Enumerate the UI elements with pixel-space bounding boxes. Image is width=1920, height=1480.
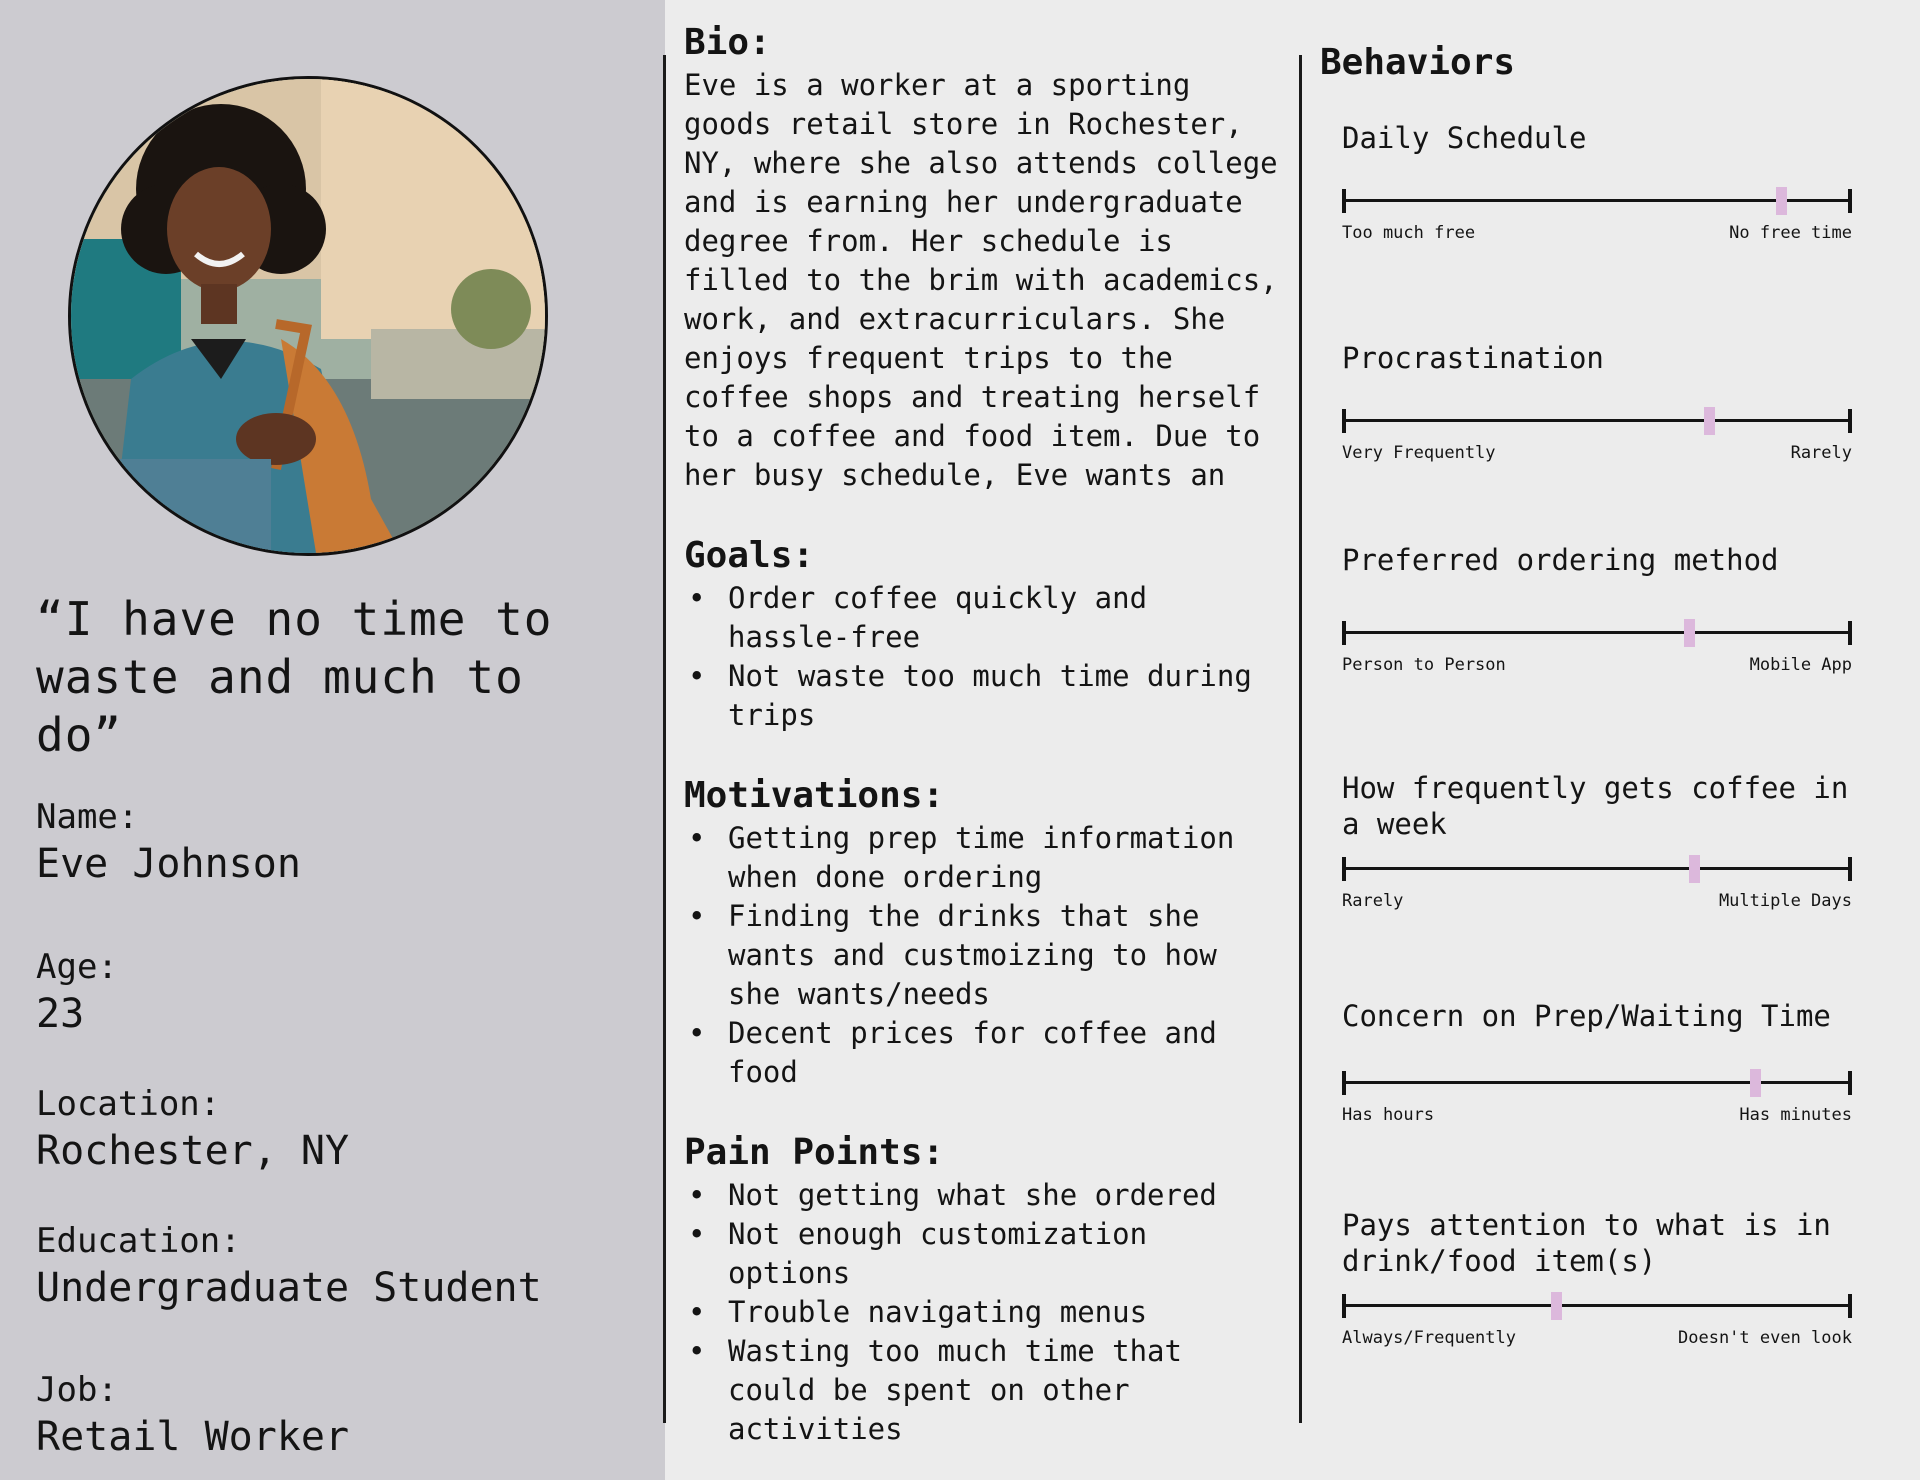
behavior-scale-marker bbox=[1750, 1069, 1761, 1097]
bio-section bbox=[684, 20, 1284, 495]
behavior-scale-right-label: Has minutes bbox=[1739, 1105, 1852, 1125]
behavior-scale-title: Procrastination bbox=[1342, 341, 1604, 375]
behavior-scale-left-label: Very Frequently bbox=[1342, 443, 1496, 463]
bullet-icon: • bbox=[688, 1217, 706, 1251]
list-item bbox=[684, 1293, 1284, 1332]
behavior-scale-marker bbox=[1684, 619, 1695, 647]
behavior-scale-marker bbox=[1776, 187, 1787, 215]
job-field bbox=[36, 1368, 636, 1462]
job-value: Retail Worker bbox=[36, 1414, 350, 1460]
behavior-scale-track bbox=[1342, 618, 1852, 648]
name-value: Eve Johnson bbox=[36, 841, 301, 887]
motivations-list bbox=[684, 819, 1284, 1092]
location-field bbox=[36, 1082, 636, 1176]
motivation-text: Decent prices for coffee and food bbox=[728, 1016, 1217, 1089]
column-divider bbox=[663, 55, 666, 1423]
persona-quote: “I have no time to waste and much to do” bbox=[36, 592, 553, 762]
behavior-scale bbox=[1342, 1207, 1852, 1349]
bullet-icon: • bbox=[688, 659, 706, 693]
motivation-text: Getting prep time information when done ordering bbox=[728, 821, 1235, 894]
behavior-scale-title: Preferred ordering method bbox=[1342, 543, 1779, 577]
motivations-section bbox=[684, 773, 1284, 1092]
goals-section bbox=[684, 533, 1284, 735]
bio-text: Eve is a worker at a sporting goods retail store in Rochester, NY, where she also attends college and is earning her undergraduate degree from. Her schedule is filled to the brim with academics, work, and extracurriculars. She enjoys frequent trips to the coffee shops and treating herself to a coffee and food item. Due to her busy schedule, Eve wants an bbox=[684, 68, 1278, 492]
list-item bbox=[684, 1014, 1284, 1092]
list-item bbox=[684, 1332, 1284, 1449]
bullet-icon: • bbox=[688, 1016, 706, 1050]
name-label: Name: bbox=[36, 797, 139, 837]
behavior-scale-track bbox=[1342, 186, 1852, 216]
location-label: Location: bbox=[36, 1084, 221, 1124]
pain-points-title: Pain Points: bbox=[684, 1132, 945, 1173]
bullet-icon: • bbox=[688, 581, 706, 615]
age-field bbox=[36, 945, 636, 1039]
job-label: Job: bbox=[36, 1370, 118, 1410]
bullet-icon: • bbox=[688, 899, 706, 933]
pain-point-text: Wasting too much time that could be spent on other activities bbox=[728, 1334, 1182, 1446]
behavior-scale-left-label: Too much free bbox=[1342, 223, 1476, 243]
motivation-text: Finding the drinks that she wants and custmoizing to how she wants/needs bbox=[728, 899, 1217, 1011]
goals-title: Goals: bbox=[684, 535, 815, 576]
list-item bbox=[684, 1176, 1284, 1215]
persona-panel bbox=[0, 0, 665, 1480]
list-item bbox=[684, 657, 1284, 735]
pain-point-text: Trouble navigating menus bbox=[728, 1295, 1148, 1329]
age-label: Age: bbox=[36, 947, 118, 987]
list-item bbox=[684, 579, 1284, 657]
age-value: 23 bbox=[36, 991, 85, 1037]
behavior-scale bbox=[1342, 340, 1852, 464]
behavior-scale-right-label: Multiple Days bbox=[1718, 891, 1852, 911]
column-divider bbox=[1299, 55, 1302, 1423]
education-label: Education: bbox=[36, 1221, 241, 1261]
behavior-scale-track bbox=[1342, 1291, 1852, 1321]
bullet-icon: • bbox=[688, 1295, 706, 1329]
goal-text: Not waste too much time during trips bbox=[728, 659, 1252, 732]
pain-point-text: Not enough customization options bbox=[728, 1217, 1148, 1290]
behavior-scale bbox=[1342, 770, 1852, 912]
bullet-icon: • bbox=[688, 1334, 706, 1368]
behavior-scale-track bbox=[1342, 406, 1852, 436]
behavior-scale-right-label: No free time bbox=[1729, 223, 1852, 243]
behavior-scale-marker bbox=[1551, 1292, 1562, 1320]
details-column bbox=[684, 20, 1284, 1449]
motivations-title: Motivations: bbox=[684, 775, 945, 816]
behavior-scale-right-label: Rarely bbox=[1790, 443, 1852, 463]
location-value: Rochester, NY bbox=[36, 1128, 350, 1174]
behavior-scale bbox=[1342, 542, 1852, 676]
behavior-scale-track bbox=[1342, 854, 1852, 884]
behavior-scale-title: How frequently gets coffee in a week bbox=[1342, 771, 1849, 841]
behaviors-column bbox=[1320, 40, 1900, 1348]
behavior-scale-left-label: Always/Frequently bbox=[1342, 1328, 1516, 1348]
list-item bbox=[684, 819, 1284, 897]
behavior-scale-track bbox=[1342, 1068, 1852, 1098]
pain-point-text: Not getting what she ordered bbox=[728, 1178, 1217, 1212]
behavior-scale-title: Concern on Prep/Waiting Time bbox=[1342, 999, 1831, 1033]
goal-text: Order coffee quickly and hassle-free bbox=[728, 581, 1148, 654]
education-field bbox=[36, 1219, 636, 1313]
behavior-scale bbox=[1342, 120, 1852, 244]
goals-list bbox=[684, 579, 1284, 735]
behavior-scale-left-label: Has hours bbox=[1342, 1105, 1435, 1125]
list-item bbox=[684, 897, 1284, 1014]
bullet-icon: • bbox=[688, 1178, 706, 1212]
behavior-scale-title: Pays attention to what is in drink/food item(s) bbox=[1342, 1208, 1831, 1278]
behavior-scale-right-label: Doesn't even look bbox=[1678, 1328, 1852, 1348]
behavior-scale bbox=[1342, 998, 1852, 1126]
pain-points-section bbox=[684, 1130, 1284, 1449]
bio-title: Bio: bbox=[684, 22, 771, 63]
woman-portrait-icon bbox=[71, 79, 545, 553]
education-value: Undergraduate Student bbox=[36, 1265, 542, 1311]
bullet-icon: • bbox=[688, 821, 706, 855]
name-field bbox=[36, 795, 636, 889]
behavior-scale-title: Daily Schedule bbox=[1342, 121, 1587, 155]
behavior-scale-marker bbox=[1689, 855, 1700, 883]
pain-points-list bbox=[684, 1176, 1284, 1449]
behavior-scale-marker bbox=[1704, 407, 1715, 435]
list-item bbox=[684, 1215, 1284, 1293]
persona-photo bbox=[68, 76, 548, 556]
behavior-scale-left-label: Person to Person bbox=[1342, 655, 1506, 675]
behavior-scale-right-label: Mobile App bbox=[1749, 655, 1852, 675]
behaviors-title: Behaviors bbox=[1320, 42, 1516, 83]
behavior-scale-left-label: Rarely bbox=[1342, 891, 1404, 911]
